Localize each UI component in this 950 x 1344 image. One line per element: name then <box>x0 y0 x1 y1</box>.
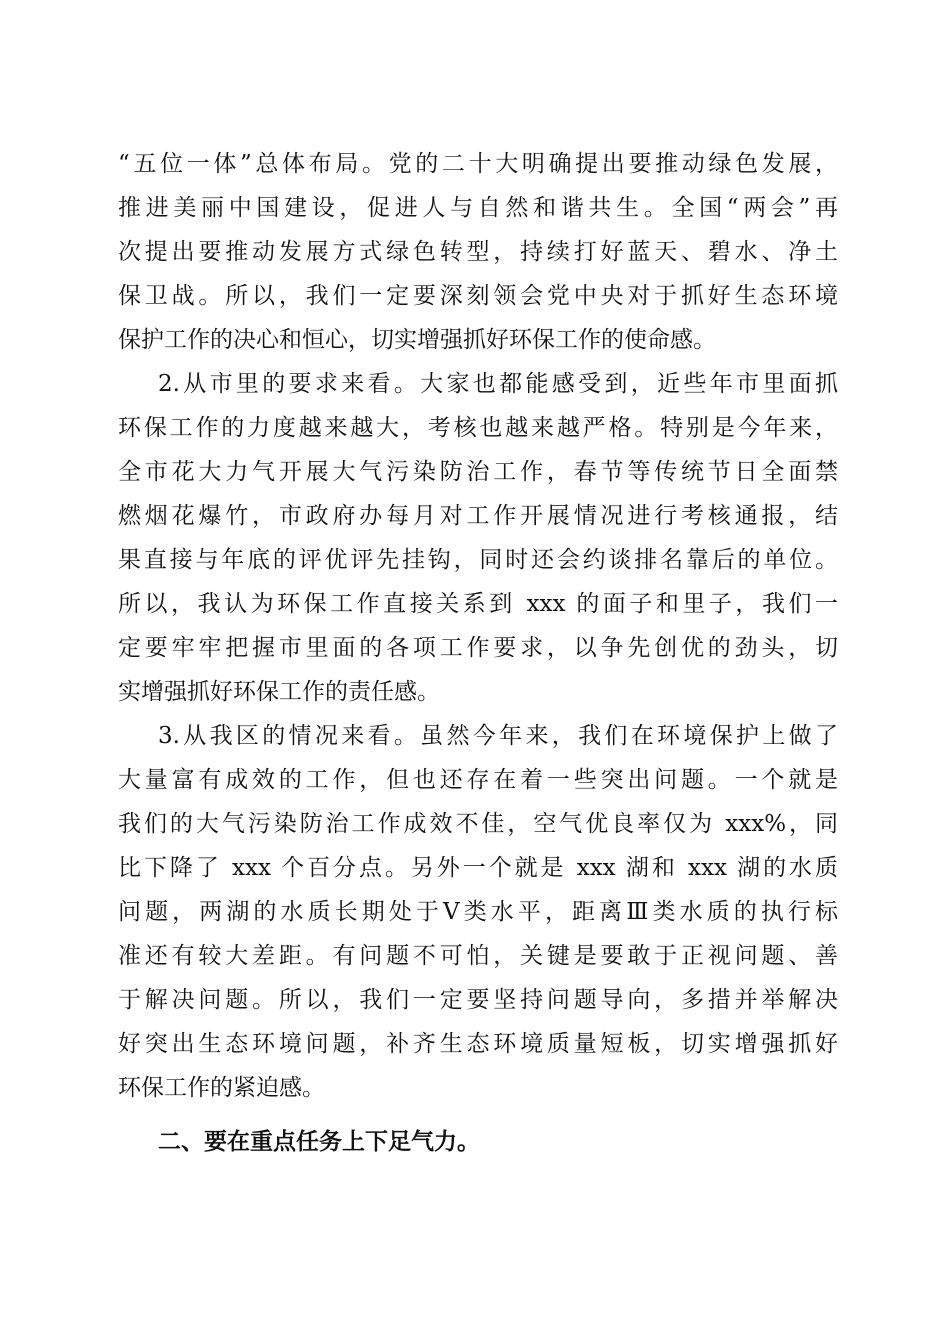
text-line-1: “五位一体”总体布局。党的二十大明确提出要推动绿色发展， <box>118 151 838 177</box>
text-line-10: 果直接与年底的评优评先挂钩，同时还会约谈排名靠后的单位。 <box>118 547 838 573</box>
text-line-7: 环保工作的力度越来越大，考核也越来越严格。特别是今年来， <box>118 415 838 441</box>
section-heading: 二、要在重点任务上下足气力。 <box>158 1129 480 1155</box>
text-line-22: 环保工作的紧迫感。 <box>118 1075 325 1101</box>
text-line-3: 次提出要推动发展方式绿色转型，持续打好蓝天、碧水、净土 <box>118 239 838 265</box>
text-line-17: 比下降了 xxx 个百分点。另外一个就是 xxx 湖和 xxx 湖的水质 <box>118 855 838 881</box>
text-line-9: 燃烟花爆竹，市政府办每月对工作开展情况进行考核通报，结 <box>118 503 838 529</box>
text-line-21: 好突出生态环境问题，补齐生态环境质量短板，切实增强抓好 <box>118 1031 838 1057</box>
text-line-11: 所以，我认为环保工作直接关系到 xxx 的面子和里子，我们一 <box>118 591 838 617</box>
text-line-14: 3.从我区的情况来看。虽然今年来，我们在环境保护上做了 <box>158 723 838 749</box>
text-line-6: 2.从市里的要求来看。大家也都能感受到，近些年市里面抓 <box>158 371 838 397</box>
text-line-2: 推进美丽中国建设，促进人与自然和谐共生。全国“两会”再 <box>118 195 838 221</box>
text-line-15: 大量富有成效的工作，但也还存在着一些突出问题。一个就是 <box>118 767 838 793</box>
text-line-4: 保卫战。所以，我们一定要深刻领会党中央对于抓好生态环境 <box>118 283 838 309</box>
text-line-12: 定要牢牢把握市里面的各项工作要求，以争先创优的劲头，切 <box>118 635 838 661</box>
text-line-13: 实增强抓好环保工作的责任感。 <box>118 679 440 705</box>
text-line-5: 保护工作的决心和恒心，切实增强抓好环保工作的使命感。 <box>118 327 716 353</box>
text-line-8: 全市花大力气开展大气污染防治工作，春节等传统节日全面禁 <box>118 459 838 485</box>
text-line-16: 我们的大气污染防治工作成效不佳，空气优良率仅为 xxx%，同 <box>118 811 838 837</box>
text-line-18: 问题，两湖的水质长期处于Ⅴ类水平，距离Ⅲ类水质的执行标 <box>118 899 838 925</box>
text-line-19: 准还有较大差距。有问题不可怕，关键是要敢于正视问题、善 <box>118 943 838 969</box>
text-line-20: 于解决问题。所以，我们一定要坚持问题导向，多措并举解决 <box>118 987 838 1013</box>
